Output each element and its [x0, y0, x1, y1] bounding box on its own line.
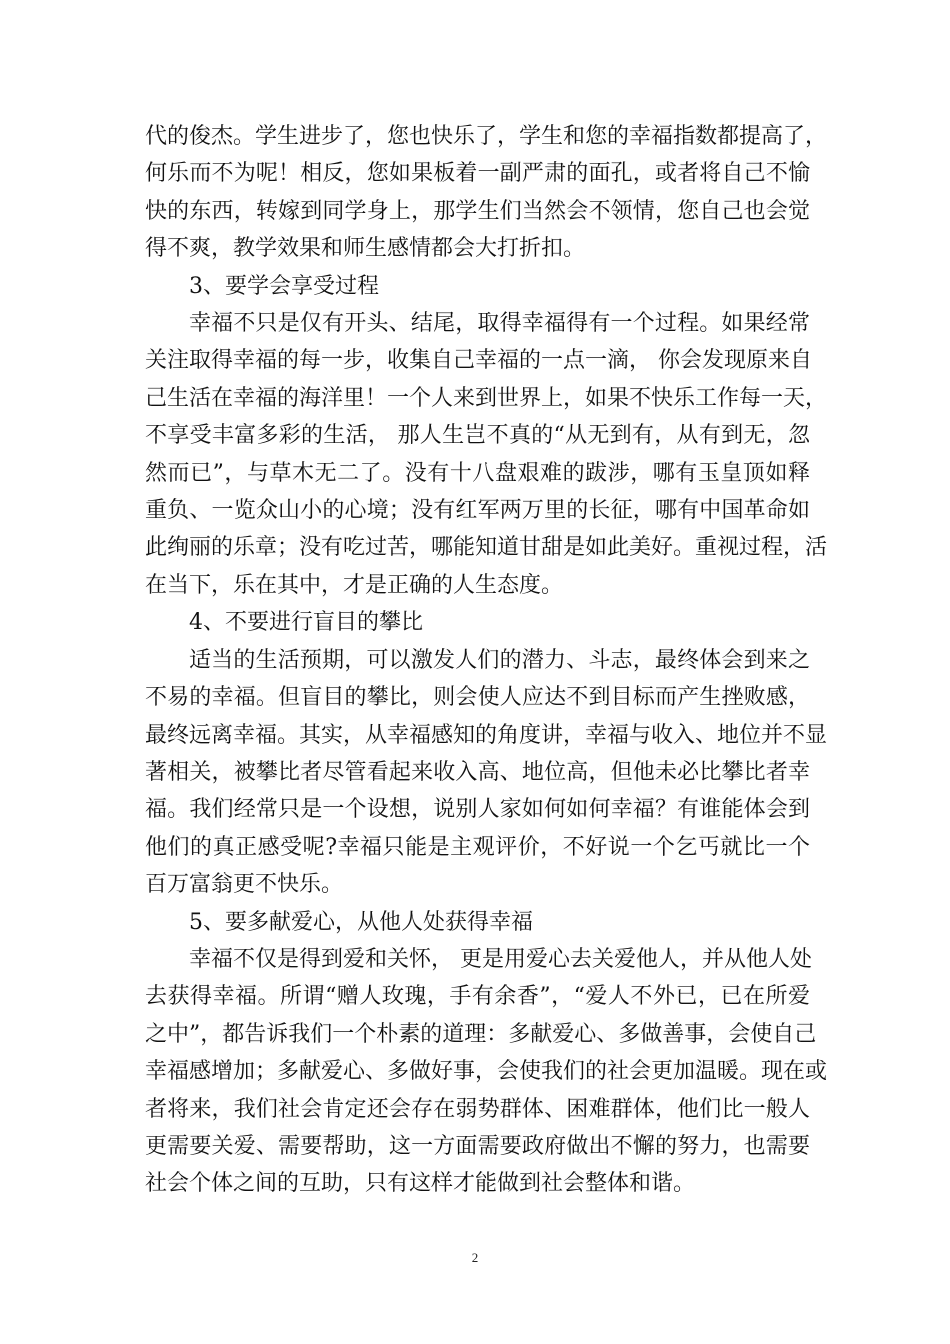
text-line: 著相关，被攀比者尽管看起来收入高、地位高，但他未必比攀比者幸	[145, 759, 810, 785]
text-line: 适当的生活预期，可以激发人们的潜力、斗志，最终体会到来之	[189, 647, 810, 673]
text-line: 幸福不仅是得到爱和关怀， 更是用爱心去关爱他人，并从他人处	[189, 946, 812, 972]
text-line: 幸福感增加；多献爱心、多做好事，会使我们的社会更加温暖。现在或	[145, 1059, 828, 1085]
text-line: 何乐而不为呢！相反，您如果板着一副严肃的面孔，或者将自己不愉	[145, 161, 810, 187]
text-line: 重负、一览众山小的心境；没有红军两万里的长征，哪有中国革命如	[145, 498, 810, 524]
text-line: 福。我们经常只是一个设想，说别人家如何如何幸福？有谁能体会到	[145, 797, 810, 823]
text-line: 更需要关爱、需要帮助，这一方面需要政府做出不懈的努力，也需要	[145, 1133, 810, 1159]
text-line: 不享受丰富多彩的生活， 那人生岂不真的“从无到有，从有到无，忽	[145, 423, 810, 449]
text-line: 最终远离幸福。其实，从幸福感知的角度讲，幸福与收入、地位并不显	[145, 722, 828, 748]
text-line: 此绚丽的乐章；没有吃过苦，哪能知道甘甜是如此美好。重视过程，活	[145, 535, 828, 561]
text-line: 关注取得幸福的每一步，收集自己幸福的一点一滴， 你会发现原来自	[145, 348, 812, 374]
section-heading: 4、不要进行盲目的攀比	[189, 610, 423, 636]
text-line: 者将来，我们社会肯定还会存在弱势群体、困难群体，他们比一般人	[145, 1096, 810, 1122]
text-line: 之中”，都告诉我们一个朴素的道理：多献爱心、多做善事，会使自己	[145, 1021, 817, 1047]
text-line: 幸福不只是仅有开头、结尾，取得幸福得有一个过程。如果经常	[189, 311, 810, 337]
page-number: 2	[471, 1250, 479, 1265]
text-line: 在当下，乐在其中，才是正确的人生态度。	[145, 572, 564, 598]
text-line: 得不爽，教学效果和师生感情都会大打折扣。	[145, 236, 586, 262]
text-line: 然而已”，与草木无二了。没有十八盘艰难的跋涉，哪有玉皇顶如释	[145, 460, 810, 486]
text-line: 己生活在幸福的海洋里！一个人来到世界上，如果不快乐工作每一天，	[145, 385, 828, 411]
section-heading: 5、要多献爱心，从他人处获得幸福	[189, 909, 533, 935]
text-line: 快的东西，转嫁到同学身上，那学生们当然会不领情，您自己也会觉	[145, 198, 810, 224]
section-heading: 3、要学会享受过程	[189, 273, 379, 299]
text-line: 去获得幸福。所谓“赠人玫瑰，手有余香”，“爱人不外已，已在所爱	[145, 984, 810, 1010]
body-text	[145, 118, 828, 1203]
text-line: 他们的真正感受呢?幸福只能是主观评价，不好说一个乞丐就比一个	[145, 834, 810, 860]
text-line: 百万富翁更不快乐。	[145, 872, 344, 898]
text-line: 代的俊杰。学生进步了，您也快乐了，学生和您的幸福指数都提高了，	[145, 124, 828, 149]
text-line: 社会个体之间的互助，只有这样才能做到社会整体和谐。	[145, 1171, 696, 1197]
text-line: 不易的幸福。但盲目的攀比，则会使人应达不到目标而产生挫败感，	[145, 685, 810, 711]
